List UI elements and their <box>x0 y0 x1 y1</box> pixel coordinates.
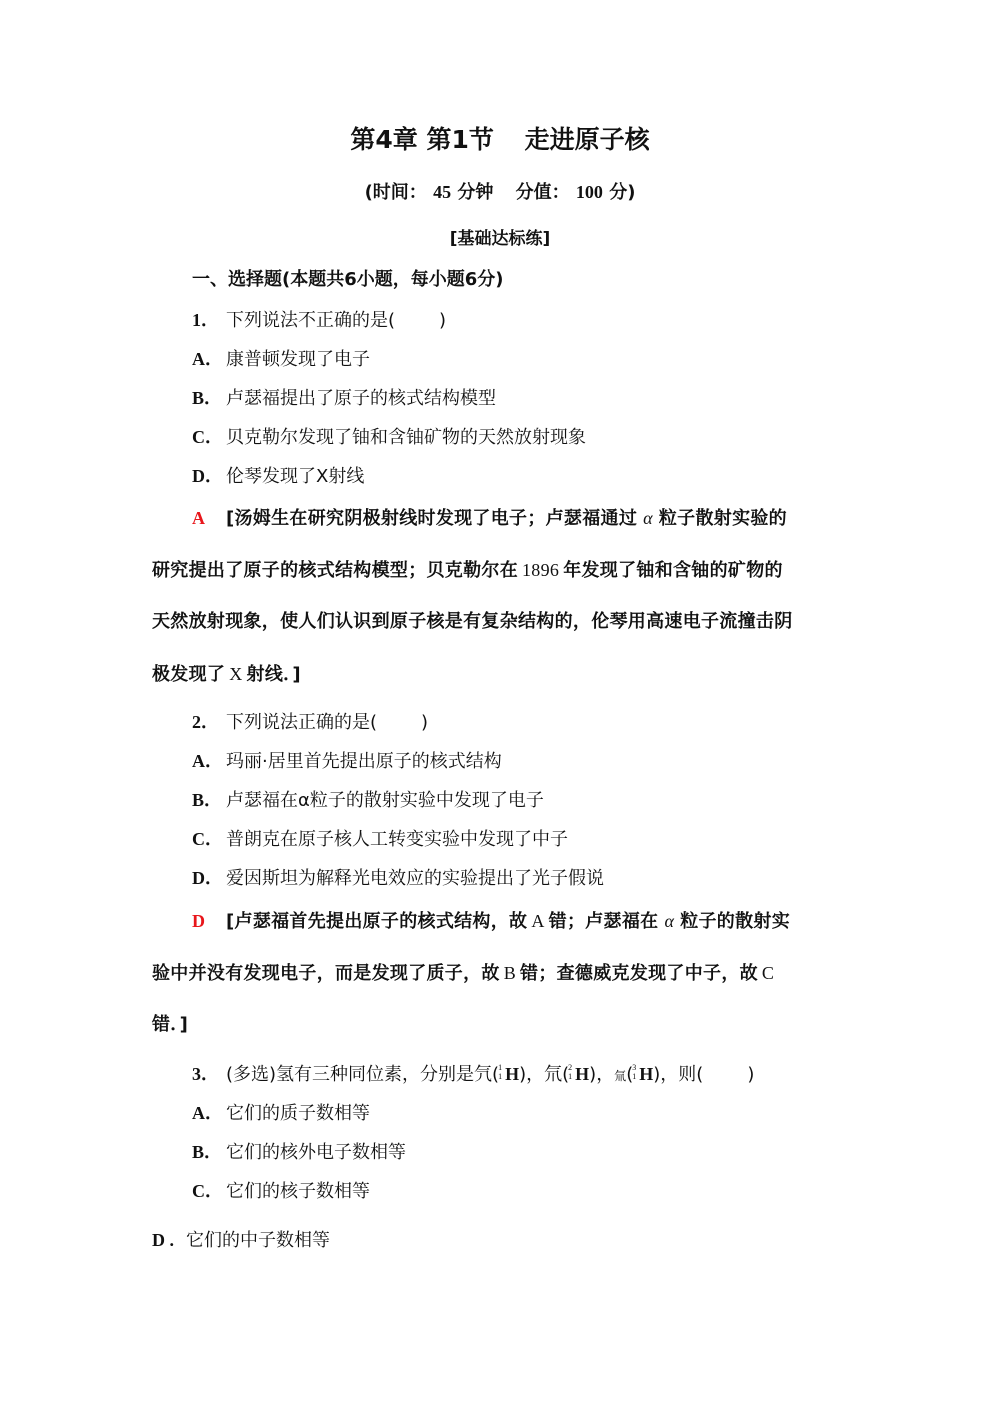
year-value: 1896 <box>522 560 560 580</box>
atomic-number: 1 <box>498 1072 503 1081</box>
explanation-text: [汤姆生在研究阴极射线时发现了电子；卢瑟福通过 <box>226 508 638 529</box>
question-3-option-b <box>192 1140 406 1165</box>
explanation-text: 粒子的散射实 <box>680 911 791 932</box>
x-symbol: X <box>229 664 243 684</box>
question-text: (多选)氢有三种同位素，分别是 <box>226 1064 475 1085</box>
question-2-stem <box>192 710 428 735</box>
time-unit: 分钟 <box>457 182 494 203</box>
option-text: 它们的核外电子数相等 <box>226 1142 406 1163</box>
isotope-protium <box>499 1062 519 1086</box>
option-ref: A <box>531 911 545 931</box>
option-letter: A． <box>192 751 223 771</box>
question-text: 下列说法不正确的是( <box>226 310 396 331</box>
section-heading: 一、选择题(本题共6小题，每小题6分) <box>192 269 504 290</box>
isotope-tritium <box>633 1062 653 1086</box>
question-3-stem: 3． (多选)氢有三种同位素，分别是氕( 1 1 H)，氘( 2 1 H)，氚( 3 1 H)，则( ) <box>192 1063 755 1085</box>
element-symbol: H <box>575 1064 590 1084</box>
option-letter: D . <box>152 1230 174 1250</box>
option-text: 伦琴发现了X射线 <box>226 466 365 487</box>
option-text: 它们的中子数相等 <box>186 1230 330 1251</box>
explanation-text: 射线．] <box>246 664 301 685</box>
question-1-option-a <box>192 347 370 372</box>
mass-number: 3 <box>632 1063 637 1072</box>
option-letter: B． <box>192 1142 223 1162</box>
time-label: (时间： <box>364 182 427 203</box>
title-section: 第1节 <box>426 125 494 154</box>
option-text: 它们的质子数相等 <box>226 1103 370 1124</box>
explanation-text: 极发现了 <box>152 664 226 685</box>
mass-number: 2 <box>568 1063 573 1072</box>
option-text: 爱因斯坦为解释光电效应的实验提出了光子假说 <box>226 868 604 889</box>
score-value: 100 <box>575 182 603 202</box>
option-letter: B． <box>192 388 223 408</box>
question-text: 下列说法正确的是( <box>226 712 378 733</box>
question-2-option-a <box>192 749 502 774</box>
question-3-option-a <box>192 1101 370 1126</box>
option-text: 普朗克在原子核人工转变实验中发现了中子 <box>226 829 568 850</box>
question-1-option-d <box>192 464 364 489</box>
option-letter: D． <box>192 868 223 888</box>
option-letter: D． <box>192 466 223 486</box>
explanation-text: 错；查德威克发现了中子，故 <box>520 963 758 984</box>
question-number: 3． <box>192 1064 219 1084</box>
isotope-name-deuterium: 氘 <box>544 1064 563 1085</box>
question-2-option-c <box>192 827 568 852</box>
explanation-text: 验中并没有发现电子，而是发现了质子，故 <box>152 963 500 984</box>
option-text: 贝克勒尔发现了铀和含铀矿物的天然放射现象 <box>226 427 586 448</box>
atomic-number: 1 <box>632 1072 637 1081</box>
alpha-symbol: α <box>664 911 675 931</box>
option-text: 康普顿发现了电子 <box>226 349 370 370</box>
option-text: 卢瑟福在α粒子的散射实验中发现了电子 <box>226 790 544 811</box>
element-symbol: H <box>505 1064 520 1084</box>
time-value: 45 <box>433 182 452 202</box>
paren-close: ) <box>747 1064 755 1085</box>
question-1-option-c <box>192 425 586 450</box>
option-text: 玛丽·居里首先提出原子的核式结构 <box>226 751 502 772</box>
explanation-text: 粒子散射实验的 <box>658 508 787 529</box>
question-2-option-b <box>192 788 544 813</box>
score-label: 分值： <box>515 182 570 203</box>
question-number: 1． <box>192 310 219 330</box>
question-number: 2． <box>192 712 219 732</box>
element-symbol: H <box>639 1064 654 1084</box>
question-1-option-b <box>192 386 496 411</box>
explanation-text: [卢瑟福首先提出原子的核式结构，故 <box>226 911 528 932</box>
question-1-stem <box>192 308 446 333</box>
answer-key: D <box>192 911 206 931</box>
option-ref: C <box>761 963 775 983</box>
score-unit: 分) <box>609 182 636 203</box>
question-3-option-d <box>152 1228 330 1253</box>
question-text: 则( <box>678 1064 704 1085</box>
paren-close: ) <box>421 712 429 733</box>
alpha-symbol: α <box>643 508 653 528</box>
explanation-text: 错．] <box>152 1014 189 1035</box>
isotope-name-tritium: 氚 <box>614 1069 627 1083</box>
option-text: 它们的核子数相等 <box>226 1181 370 1202</box>
question-2-option-d <box>192 866 604 891</box>
exam-meta <box>0 180 1000 205</box>
isotope-deuterium <box>569 1062 589 1086</box>
section-tag: [基础达标练] <box>449 229 551 249</box>
option-letter: C． <box>192 1181 223 1201</box>
explanation-text: 天然放射现象，使人们认识到原子核是有复杂结构的，伦琴用高速电子流撞击阴 <box>152 611 793 632</box>
explanation-text: 错；卢瑟福在 <box>548 911 659 932</box>
question-3-option-c <box>192 1179 370 1204</box>
question-2-explanation <box>152 895 852 1051</box>
question-1-explanation <box>152 492 852 700</box>
option-letter: C． <box>192 427 223 447</box>
page-title <box>0 124 1000 156</box>
option-letter: C． <box>192 829 223 849</box>
option-letter: B． <box>192 790 223 810</box>
option-text: 卢瑟福提出了原子的核式结构模型 <box>226 388 496 409</box>
mass-number: 1 <box>498 1063 503 1072</box>
atomic-number: 1 <box>568 1072 573 1081</box>
explanation-text: 研究提出了原子的核式结构模型；贝克勒尔在 <box>152 560 518 581</box>
isotope-name-protium: 氕 <box>474 1064 493 1085</box>
explanation-text: 年发现了铀和含铀的矿物的 <box>563 560 783 581</box>
title-chapter: 第4章 <box>350 125 418 154</box>
option-ref: B <box>503 963 517 983</box>
title-name: 走进原子核 <box>524 125 650 154</box>
option-letter: A． <box>192 349 223 369</box>
option-letter: A． <box>192 1103 223 1123</box>
answer-key: A <box>192 508 206 528</box>
paren-close: ) <box>439 310 447 331</box>
